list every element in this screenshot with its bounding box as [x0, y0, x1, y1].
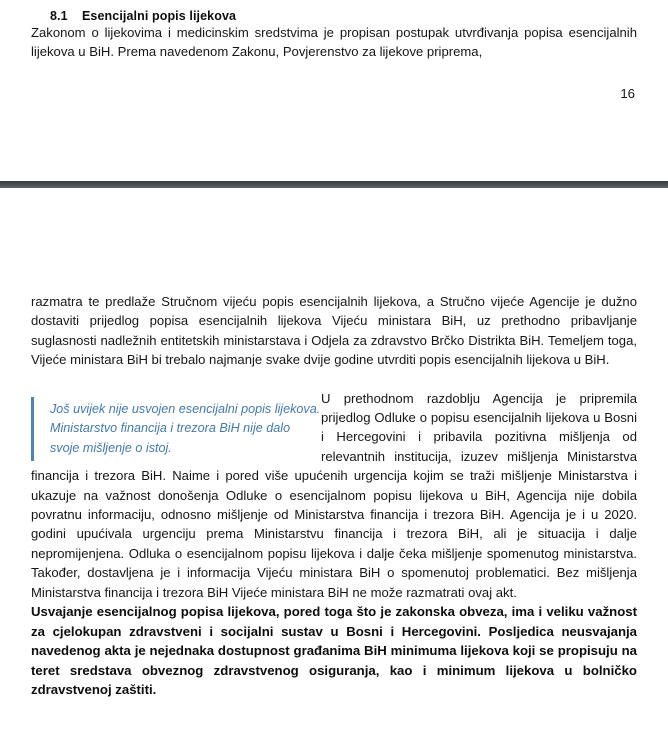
section-heading: [31, 0, 637, 23]
document-page-one: [0, 0, 668, 181]
paragraph-intro: Zakonom o lijekovima i medicinskim sredstvima je propisan postupak utvrđivanja popisa esencijalnih lijekova u BiH. Prema navedenom Zakonu, Povjerenstvo za lijekove priprema,: [31, 25, 637, 60]
paragraph-agency-block: [31, 389, 637, 602]
section-number: 8.1: [50, 9, 68, 23]
paragraph-agency-lead: U prethodnom razdoblju Agencija je pripremila prijedlog Odluke o popisu esencijalnih lijekova u Bosni i Hercegovini i pribavila pozitivna mišljenja od relevantnih institucija, izuzev mišljenja Ministarstva financija i trezora BiH. Naime i pored više upućenih urgencija kojim se traži mišljenje Ministarstva i ukazuje na važnost donošenja Odluke o esencijalnom popisu lijekova u BiH, Agencija nije dobila povratnu informaciju, odnosno mišljenje od Ministarstva financija i trezora BiH. Agencija je i u 2020. godini upućivala urgenciju prema Ministarstvu financija i trezora BiH, ali je situacija i dalje nepromijenjena. Odluka o esencijalnom popisu lijekova i dalje čeka mišljenje spomenutog ministarstva. Također, dostavljena je i informacija Vijeću ministara BiH o spomenutoj problematici. Bez mišljenja Ministarstva financija i trezora BiH Vijeće ministara BiH ne može razmatrati ovaj akt.: [31, 390, 637, 600]
paragraph-continuation: razmatra te predlaže Stručnom vijeću popis esencijalnih lijekova, a Stručno vijeće Agencije je dužno dostaviti prijedlog popisa esencijalnih lijekova Vijeću ministara BiH, uz prethodno pribavljanje suglasnosti nadležnih entitetskih ministarstava i Odjela za zdravstvo Brčko Distrikta BiH. Temeljem toga, Vijeće ministara BiH bi trebalo najmanje svake dvije godine utvrditi popis esencijalnih lijekova u BiH.: [31, 294, 637, 368]
document-page-two: [0, 188, 668, 755]
paragraph-conclusion: Usvajanje esencijalnog popisa lijekova, pored toga što je zakonska obveza, ima i veliku važnost za cjelokupan zdravstveni i socijalni sustav u Bosni i Hercegovini. Posljedica neusvajanja navedenog akta je nejednaka dostupnost građanima BiH minimuma lijekova koji se propisuju na teret sredstava obveznog zdravstvenog osiguranja, kao i minimum lijekova u bolničko zdravstvenoj zaštiti.: [31, 604, 637, 698]
page-number: 16: [620, 85, 635, 101]
page-top-margin: [31, 188, 637, 292]
pull-quote-callout: Još uvijek nije usvojen esencijalni popis lijekova. Ministarstvo financija i trezora BiH nije dalo svoje mišljenje o istoj.: [31, 397, 321, 462]
section-title: Esencijalni popis lijekova: [82, 9, 237, 23]
page-break-divider: [0, 181, 668, 188]
